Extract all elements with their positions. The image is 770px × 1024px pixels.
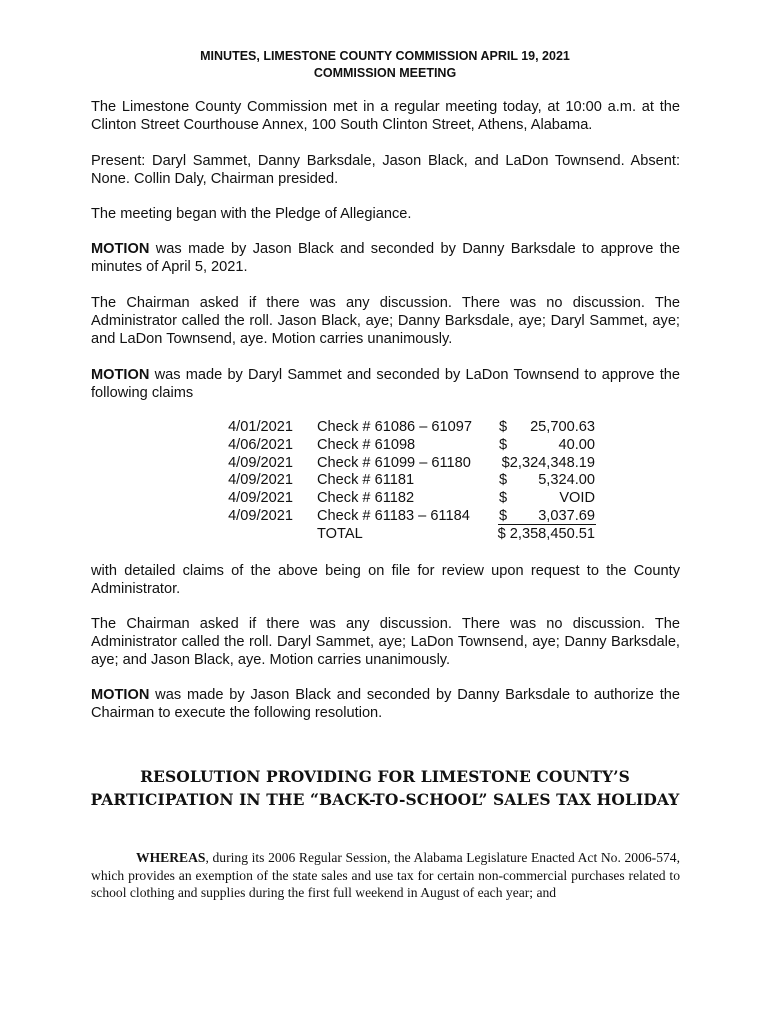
motion-3-text: was made by Jason Black and seconded by Danny Barksdale to authorize the Chairman to execute the following resolution. <box>91 687 680 721</box>
claim-date: 4/06/2021 <box>228 436 293 453</box>
whereas-label: WHEREAS <box>136 850 206 865</box>
whereas-paragraph <box>91 849 680 902</box>
resolution-title <box>0 765 770 811</box>
whereas-text: , during its 2006 Regular Session, the Alabama Legislature Enacted Act No. 2006-574, which provides an exemption of the state sales and use tax for certain non-commercial purchases related to school clothing and supplies during the first full weekend in August of each year; and <box>91 850 680 900</box>
meeting-intro-paragraph: The Limestone County Commission met in a regular meeting today, at 10:00 a.m. at the Clinton Street Courthouse Annex, 100 South Clinton Street, Athens, Alabama. <box>91 99 680 133</box>
claim-amount: 25,700.63 <box>530 419 595 435</box>
claims-row <box>0 437 770 455</box>
motion-2-label: MOTION <box>91 367 150 383</box>
minutes-title-line-1: MINUTES, LIMESTONE COUNTY COMMISSION APRIL 19, 2021 <box>200 49 570 63</box>
claim-amount: 40.00 <box>558 436 595 453</box>
claims-file-paragraph: with detailed claims of the above being on file for review upon request to the County Administrator. <box>91 563 680 597</box>
claim-date: 4/09/2021 <box>228 472 293 489</box>
claim-date: 4/01/2021 <box>228 419 293 435</box>
claims-row <box>0 419 770 437</box>
resolution-title-line-1: RESOLUTION PROVIDING FOR LIMESTONE COUNTY’S <box>140 767 630 786</box>
claim-check: Check # 61181 <box>317 472 415 489</box>
claims-total-label: TOTAL <box>317 525 363 542</box>
motion-1-text: was made by Jason Black and seconded by Danny Barksdale to approve the minutes of April 5, 2021. <box>91 241 680 275</box>
resolution-title-line-2: PARTICIPATION IN THE “BACK-TO-SCHOOL” SALES TAX HOLIDAY <box>90 790 680 809</box>
claim-amount: VOID <box>559 490 595 507</box>
attendance-paragraph: Present: Daryl Sammet, Danny Barksdale, Jason Black, and LaDon Townsend. Absent: None. Collin Daly, Chairman presided. <box>91 153 680 187</box>
claim-check: Check # 61086 – 61097 <box>317 419 472 435</box>
claims-total-row <box>0 526 770 544</box>
motion-3-label: MOTION <box>91 687 150 703</box>
claim-date: 4/09/2021 <box>228 454 293 471</box>
claim-dollar-sign: $ <box>499 508 508 524</box>
claims-row <box>0 455 770 473</box>
claim-dollar-sign: $ <box>499 472 508 489</box>
claim-dollar-sign: $ <box>499 436 508 453</box>
claims-row <box>0 472 770 490</box>
claim-date: 4/09/2021 <box>228 490 293 507</box>
claim-amount: $2,324,348.19 <box>501 454 595 471</box>
motion-2-text: was made by Daryl Sammet and seconded by LaDon Townsend to approve the following claims <box>91 367 680 401</box>
claim-check: Check # 61099 – 61180 <box>317 454 471 471</box>
motion-1-label: MOTION <box>91 241 150 257</box>
claim-amount: 5,324.00 <box>538 472 595 489</box>
roll-call-2-paragraph: The Chairman asked if there was any discussion. There was no discussion. The Administrator called the roll. Daryl Sammet, aye; LaDon Townsend, aye; Danny Barksdale, aye; and Jason Black, aye. Motion carries unanimously. <box>91 616 680 668</box>
claim-check: Check # 61182 <box>317 490 415 507</box>
pledge-paragraph: The meeting began with the Pledge of Allegiance. <box>91 206 412 222</box>
claim-check: Check # 61183 – 61184 <box>317 508 470 524</box>
claim-check: Check # 61098 <box>317 436 416 453</box>
motion-3-paragraph <box>91 686 680 722</box>
motion-1-paragraph <box>91 240 680 276</box>
motion-2-paragraph <box>91 366 680 402</box>
roll-call-1-paragraph: The Chairman asked if there was any discussion. There was no discussion. The Administrator called the roll. Jason Black, aye; Danny Barksdale, aye; Daryl Sammet, aye; and LaDon Townsend, aye. Motion carries unanimously. <box>91 295 680 347</box>
claim-dollar-sign: $ <box>499 490 508 507</box>
claim-dollar-sign: $ <box>499 419 508 435</box>
minutes-title <box>0 48 770 82</box>
claims-row <box>0 490 770 508</box>
minutes-title-line-2: COMMISSION MEETING <box>313 66 457 80</box>
claims-total-amount: $ 2,358,450.51 <box>497 525 595 542</box>
claim-amount: 3,037.69 <box>538 508 595 524</box>
claim-date: 4/09/2021 <box>228 508 293 524</box>
claims-row <box>0 508 770 526</box>
